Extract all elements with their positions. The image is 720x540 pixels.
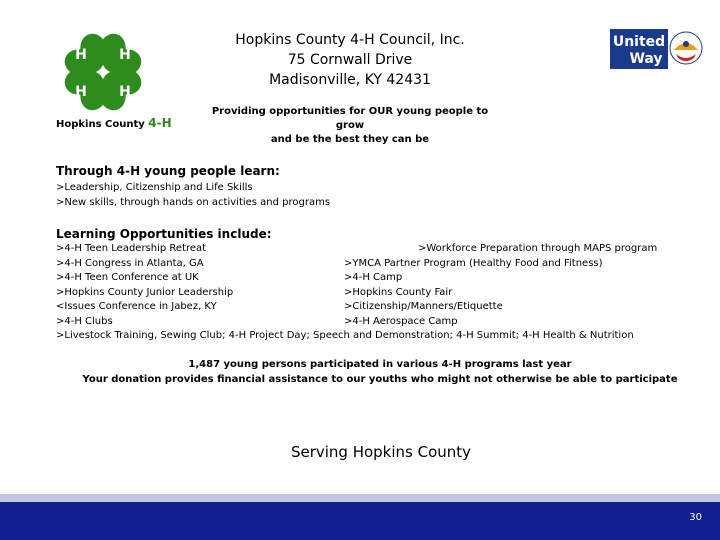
stats-participation: 1,487 young persons participated in various 4-H programs last year bbox=[188, 359, 572, 370]
footer-light-bar bbox=[0, 494, 720, 502]
list-item: >Hopkins County Junior Leadership bbox=[56, 286, 234, 298]
svg-text:H: H bbox=[75, 84, 87, 100]
united-way-line2: Way bbox=[629, 51, 663, 67]
city-address: Madisonville, KY 42431 bbox=[269, 72, 431, 88]
stats-block bbox=[60, 358, 700, 387]
opportunities-full-line: >Livestock Training, Sewing Club; 4-H Project Day; Speech and Demonstration; 4-H Summit; 4-H Health & Nutrition bbox=[56, 330, 634, 341]
list-item: >Workforce Preparation through MAPS program bbox=[418, 243, 658, 254]
list-item: >4-H Congress in Atlanta, GA bbox=[56, 257, 204, 269]
page-number: 30 bbox=[689, 512, 702, 523]
stats-donation: Your donation provides financial assistance to our youths who might not otherwise be able to participate bbox=[82, 373, 678, 385]
org-name: Hopkins County 4-H Council, Inc. bbox=[235, 32, 465, 48]
opportunities-right-column bbox=[344, 242, 657, 329]
tagline: Providing opportunities for OUR young people to grow and be the best they can be bbox=[211, 106, 489, 145]
header-address bbox=[210, 30, 490, 90]
svg-text:H: H bbox=[119, 84, 131, 100]
list-item: >YMCA Partner Program (Healthy Food and Fitness) bbox=[344, 257, 603, 269]
list-item: >Hopkins County Fair bbox=[344, 286, 453, 298]
footer-bar bbox=[0, 502, 720, 540]
learn-title: Through 4-H young people learn: bbox=[56, 164, 280, 178]
list-item: >New skills, through hands on activities and programs bbox=[56, 196, 331, 208]
list-item: >4-H Clubs bbox=[56, 315, 113, 327]
svg-text:H: H bbox=[119, 47, 131, 63]
united-way-line1: United bbox=[612, 34, 666, 50]
list-item: >Citizenship/Manners/Etiquette bbox=[344, 301, 503, 312]
4h-logo-label: Hopkins County 4-H bbox=[56, 116, 172, 130]
serving-text: Serving Hopkins County bbox=[290, 443, 472, 461]
list-item: >4-H Teen Leadership Retreat bbox=[56, 243, 207, 254]
list-item: >Leadership, Citizenship and Life Skills bbox=[56, 182, 253, 193]
list-item: >4-H Camp bbox=[344, 272, 403, 283]
opportunities-title: Learning Opportunities include: bbox=[56, 227, 272, 241]
learn-list bbox=[56, 181, 330, 210]
united-way-logo bbox=[610, 28, 706, 70]
list-item: >4-H Teen Conference at UK bbox=[56, 272, 199, 283]
svg-text:H: H bbox=[75, 47, 87, 63]
4h-clover-logo bbox=[48, 30, 158, 115]
list-item: <Issues Conference in Jabez, KY bbox=[56, 301, 217, 312]
opportunities-left-column bbox=[56, 242, 233, 329]
street-address: 75 Cornwall Drive bbox=[287, 52, 413, 68]
list-item: >4-H Aerospace Camp bbox=[344, 315, 458, 327]
